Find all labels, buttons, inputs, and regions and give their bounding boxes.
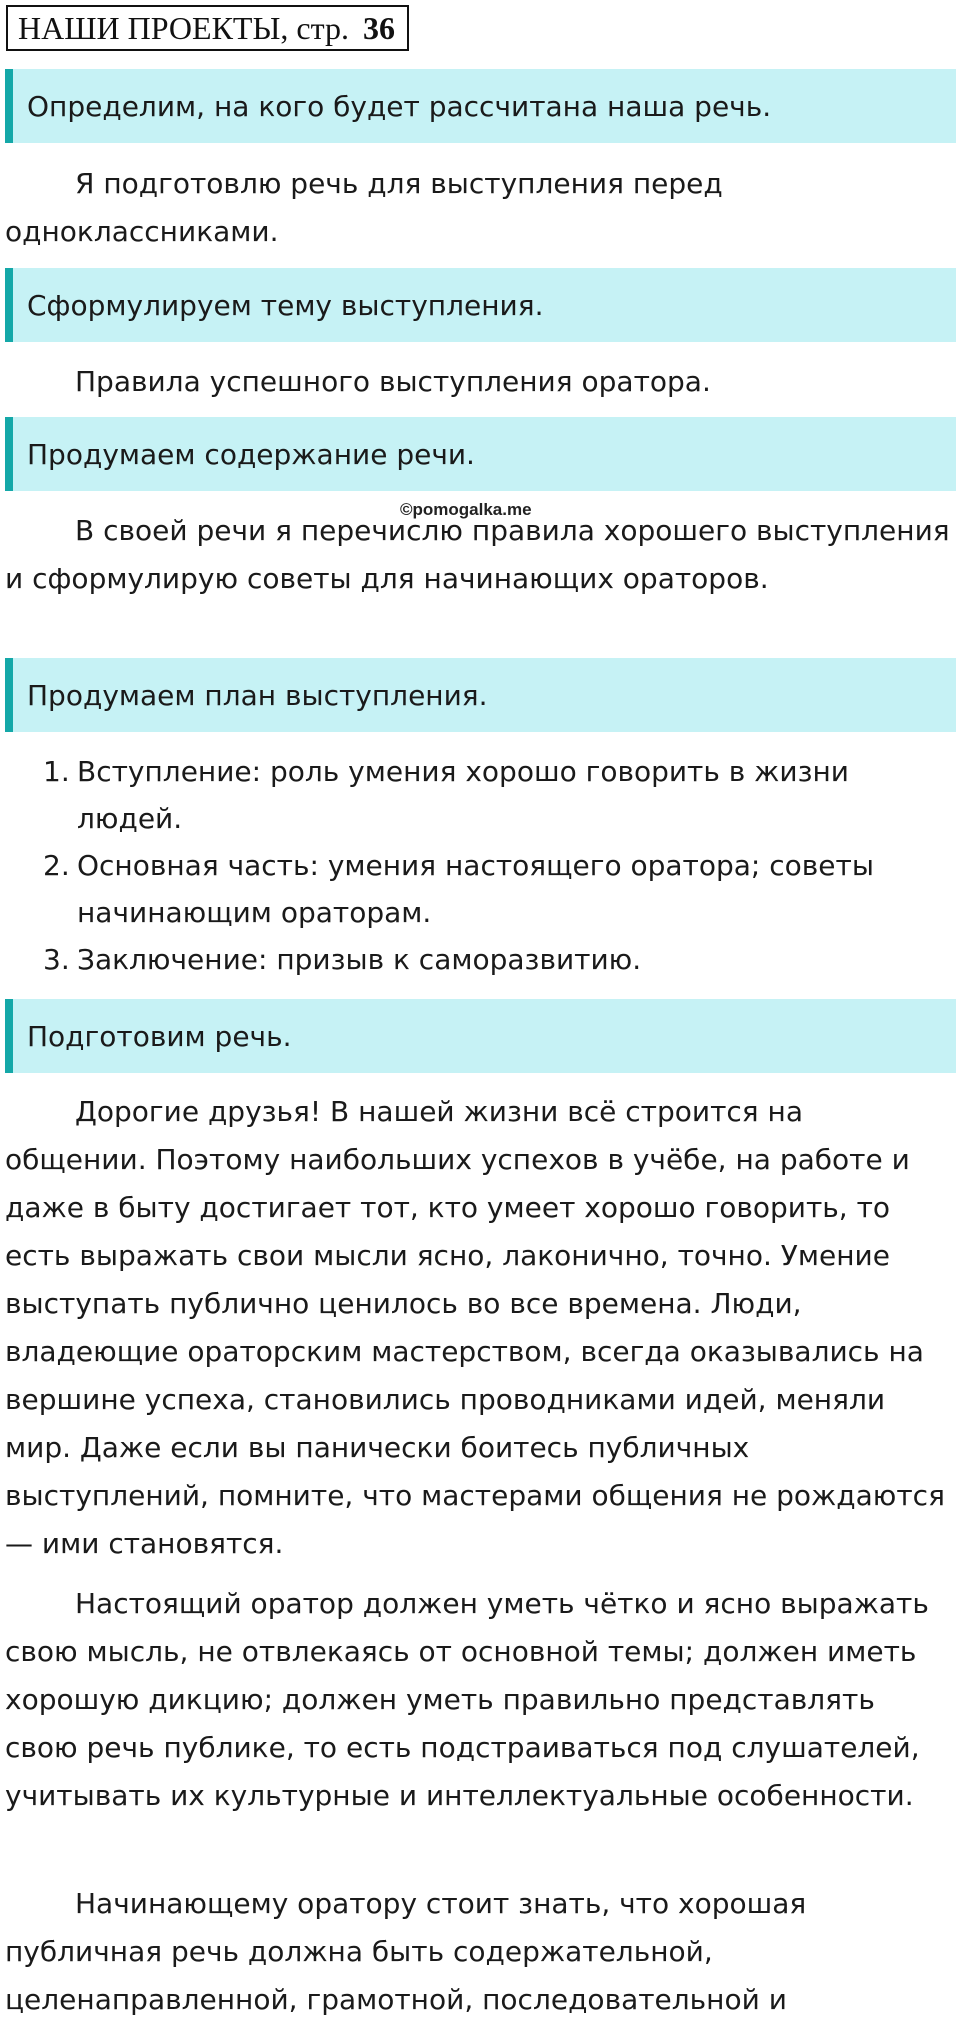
section-text-content: В своей речи я перечислю правила хорошего выступления и сформулирую советы для начинающих ораторов.	[5, 514, 950, 595]
list-item	[5, 748, 950, 842]
plan-list	[5, 748, 950, 983]
list-item-number: 2.	[43, 849, 70, 882]
list-item-text: Вступление: роль умения хорошо говорить в жизни людей.	[77, 755, 849, 835]
speech-paragraph-3: Начинающему оратору стоит знать, что хорошая публичная речь должна быть содержательной, целенаправленной, грамотной, последовательной и	[5, 1887, 807, 2016]
speech-paragraph-2: Настоящий оратор должен уметь чётко и ясно выражать свою мысль, не отвлекаясь от основной темы; должен иметь хорошую дикцию; должен уметь правильно представлять свою речь публике, то есть подстраиваться под слушателей, учитывать их культурные и интеллектуальные особенности.	[5, 1587, 929, 1812]
watermark: ©pomogalka.me	[400, 500, 532, 519]
speech-paragraph-1: Дорогие друзья! В нашей жизни всё строится на общении. Поэтому наибольших успехов в учёбе, на работе и даже в быту достигает тот, кто умеет хорошо говорить, то есть выражать свои мысли ясно, лаконично, точно. Умение выступать публично ценилось во все времена. Люди, владеющие ораторским мастерством, всегда оказывались на вершине успеха, становились проводниками идей, меняли мир. Даже если вы панически боитесь публичных выступлений, помните, что мастерами общения не рождаются — ими становятся.	[5, 1095, 945, 1560]
page-title	[6, 5, 409, 51]
page-title-label: НАШИ ПРОЕКТЫ, стр.	[18, 9, 349, 46]
list-item	[5, 936, 950, 983]
section-text-topic: Правила успешного выступления оратора.	[75, 365, 711, 398]
page-number: 36	[362, 9, 395, 46]
section-heading-topic: Сформулируем тему выступления.	[5, 268, 956, 342]
section-heading-content: Продумаем содержание речи.	[5, 417, 956, 491]
list-item	[5, 842, 950, 936]
list-item-number: 3.	[43, 943, 70, 976]
list-item-text: Основная часть: умения настоящего оратора; советы начинающим ораторам.	[77, 849, 874, 929]
section-heading-speech: Подготовим речь.	[5, 999, 956, 1073]
section-text-audience: Я подготовлю речь для выступления перед одноклассниками.	[5, 167, 723, 248]
section-heading-plan: Продумаем план выступления.	[5, 658, 956, 732]
section-heading-audience: Определим, на кого будет рассчитана наша речь.	[5, 69, 956, 143]
list-item-number: 1.	[43, 755, 70, 788]
list-item-text: Заключение: призыв к саморазвитию.	[77, 943, 642, 976]
